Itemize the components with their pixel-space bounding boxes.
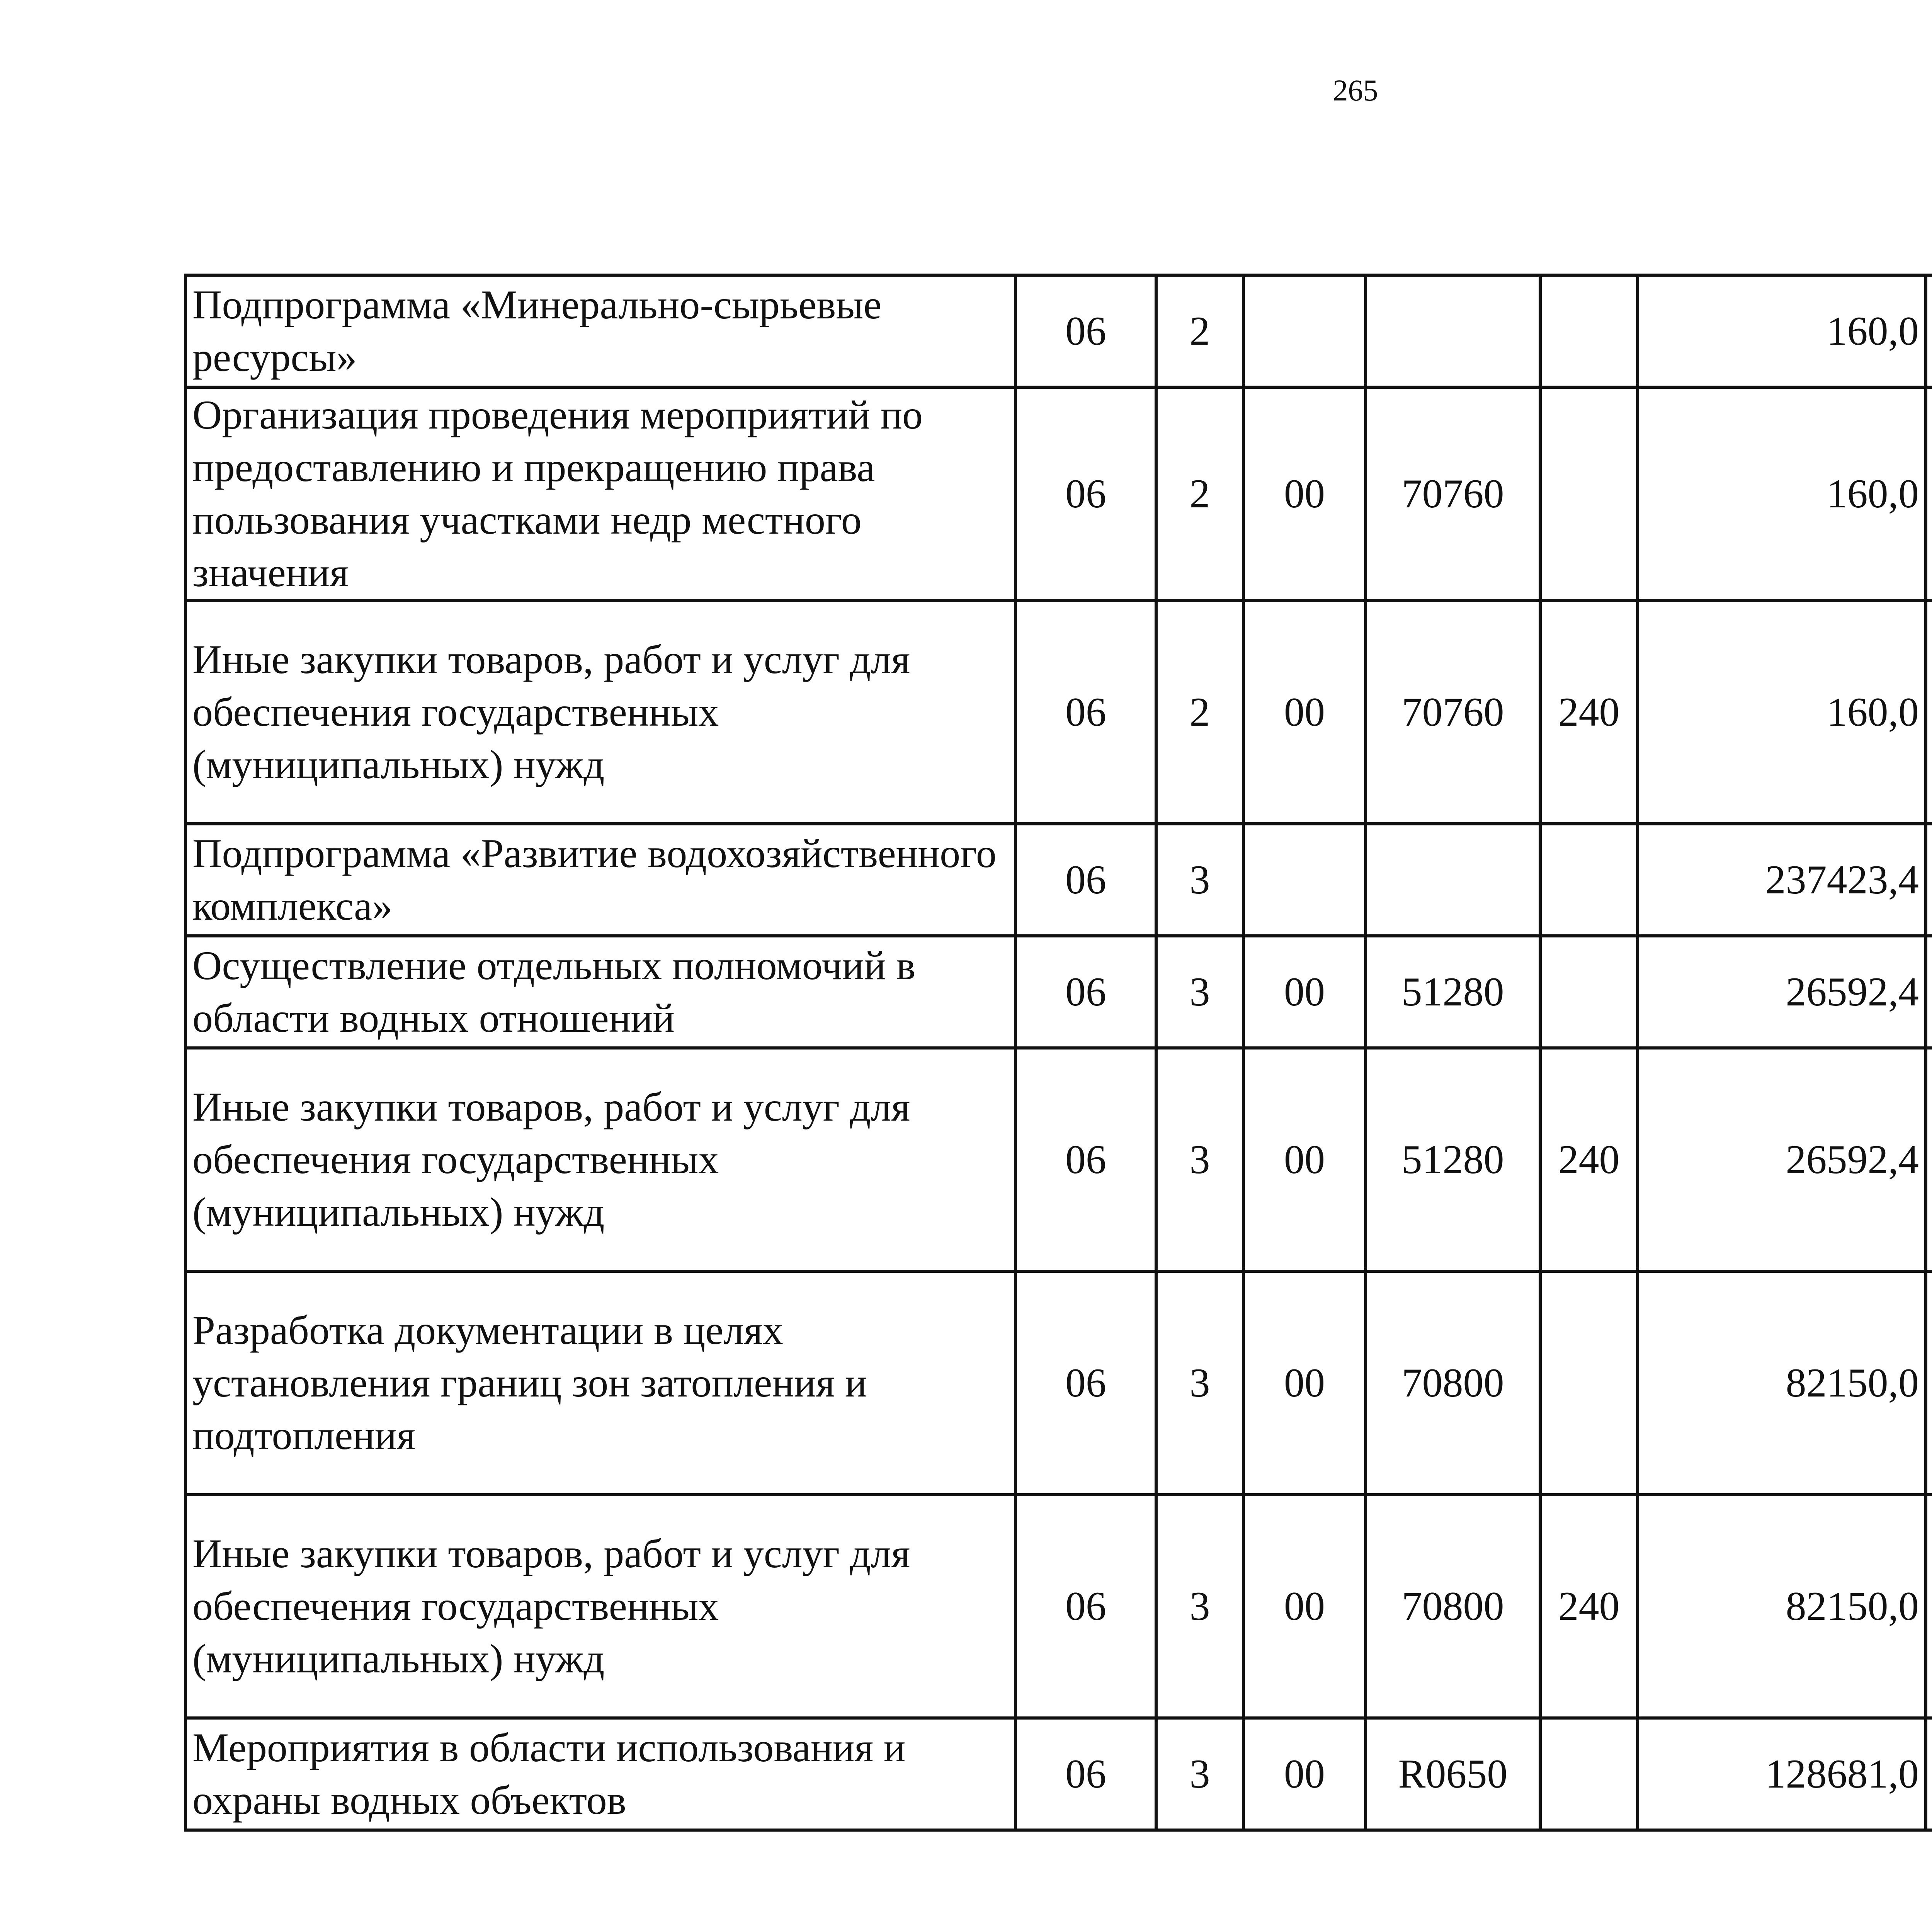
section-code: 06 <box>1015 824 1156 936</box>
table-row <box>185 824 1932 936</box>
table-row <box>185 275 1932 387</box>
row-name: Разработка документации в целях установления границ зон затопления и подтопления <box>185 1271 1015 1495</box>
expense-type-code <box>1540 1718 1638 1830</box>
page-number: 265 <box>1333 73 1378 107</box>
amount-2 <box>1926 936 1932 1048</box>
table-row <box>185 600 1932 824</box>
amount-2 <box>1926 1048 1932 1271</box>
subprogram-code <box>1243 275 1366 387</box>
direction-code: 70800 <box>1366 1495 1540 1718</box>
subprogram-code <box>1243 824 1366 936</box>
program-code: 3 <box>1156 936 1243 1048</box>
table-row <box>185 1495 1932 1718</box>
direction-code: 51280 <box>1366 1048 1540 1271</box>
direction-code: 70760 <box>1366 600 1540 824</box>
expense-type-code <box>1540 824 1638 936</box>
program-code: 2 <box>1156 387 1243 600</box>
amount-1: 128681,0 <box>1638 1718 1926 1830</box>
direction-code <box>1366 824 1540 936</box>
amount-2 <box>1926 1271 1932 1495</box>
program-code: 3 <box>1156 1271 1243 1495</box>
amount-2 <box>1926 600 1932 824</box>
section-code: 06 <box>1015 1495 1156 1718</box>
row-name: Мероприятия в области использования и охраны водных объектов <box>185 1718 1015 1830</box>
expense-type-code <box>1540 387 1638 600</box>
amount-2 <box>1926 275 1932 387</box>
table-row <box>185 1048 1932 1271</box>
row-name: Иные закупки товаров, работ и услуг для обеспечения государственных (муниципальных) нужд <box>185 1495 1015 1718</box>
table-row <box>185 387 1932 600</box>
subprogram-code: 00 <box>1243 1271 1366 1495</box>
amount-1: 237423,4 <box>1638 824 1926 936</box>
expense-type-code <box>1540 275 1638 387</box>
amount-1: 160,0 <box>1638 387 1926 600</box>
amount-1: 160,0 <box>1638 600 1926 824</box>
expense-type-code <box>1540 1271 1638 1495</box>
budget-table <box>184 274 1932 1832</box>
row-name: Подпрограмма «Минерально-сырьевые ресурсы» <box>185 275 1015 387</box>
subprogram-code: 00 <box>1243 600 1366 824</box>
expense-type-code: 240 <box>1540 1048 1638 1271</box>
section-code: 06 <box>1015 387 1156 600</box>
subprogram-code: 00 <box>1243 1495 1366 1718</box>
table-row <box>185 936 1932 1048</box>
expense-type-code <box>1540 936 1638 1048</box>
row-name: Организация проведения мероприятий по предоставлению и прекращению права пользования участками недр местного значения <box>185 387 1015 600</box>
table-row <box>185 1718 1932 1830</box>
amount-2 <box>1926 824 1932 936</box>
direction-code: 70760 <box>1366 387 1540 600</box>
amount-2 <box>1926 1495 1932 1718</box>
program-code: 3 <box>1156 1718 1243 1830</box>
subprogram-code: 00 <box>1243 1718 1366 1830</box>
section-code: 06 <box>1015 1048 1156 1271</box>
amount-1: 82150,0 <box>1638 1271 1926 1495</box>
direction-code: R0650 <box>1366 1718 1540 1830</box>
section-code: 06 <box>1015 275 1156 387</box>
section-code: 06 <box>1015 1271 1156 1495</box>
row-name: Иные закупки товаров, работ и услуг для обеспечения государственных (муниципальных) нужд <box>185 600 1015 824</box>
expense-type-code: 240 <box>1540 1495 1638 1718</box>
subprogram-code: 00 <box>1243 387 1366 600</box>
amount-1: 160,0 <box>1638 275 1926 387</box>
expense-type-code: 240 <box>1540 600 1638 824</box>
amount-2 <box>1926 387 1932 600</box>
section-code: 06 <box>1015 936 1156 1048</box>
amount-1: 82150,0 <box>1638 1495 1926 1718</box>
row-name: Осуществление отдельных полномочий в области водных отношений <box>185 936 1015 1048</box>
direction-code: 51280 <box>1366 936 1540 1048</box>
subprogram-code: 00 <box>1243 1048 1366 1271</box>
table-row <box>185 1271 1932 1495</box>
amount-2 <box>1926 1718 1932 1830</box>
section-code: 06 <box>1015 1718 1156 1830</box>
program-code: 3 <box>1156 1048 1243 1271</box>
section-code: 06 <box>1015 600 1156 824</box>
row-name: Подпрограмма «Развитие водохозяйственного комплекса» <box>185 824 1015 936</box>
direction-code <box>1366 275 1540 387</box>
row-name: Иные закупки товаров, работ и услуг для обеспечения государственных (муниципальных) нужд <box>185 1048 1015 1271</box>
amount-1: 26592,4 <box>1638 936 1926 1048</box>
program-code: 3 <box>1156 824 1243 936</box>
program-code: 2 <box>1156 275 1243 387</box>
program-code: 2 <box>1156 600 1243 824</box>
subprogram-code: 00 <box>1243 936 1366 1048</box>
program-code: 3 <box>1156 1495 1243 1718</box>
direction-code: 70800 <box>1366 1271 1540 1495</box>
amount-1: 26592,4 <box>1638 1048 1926 1271</box>
